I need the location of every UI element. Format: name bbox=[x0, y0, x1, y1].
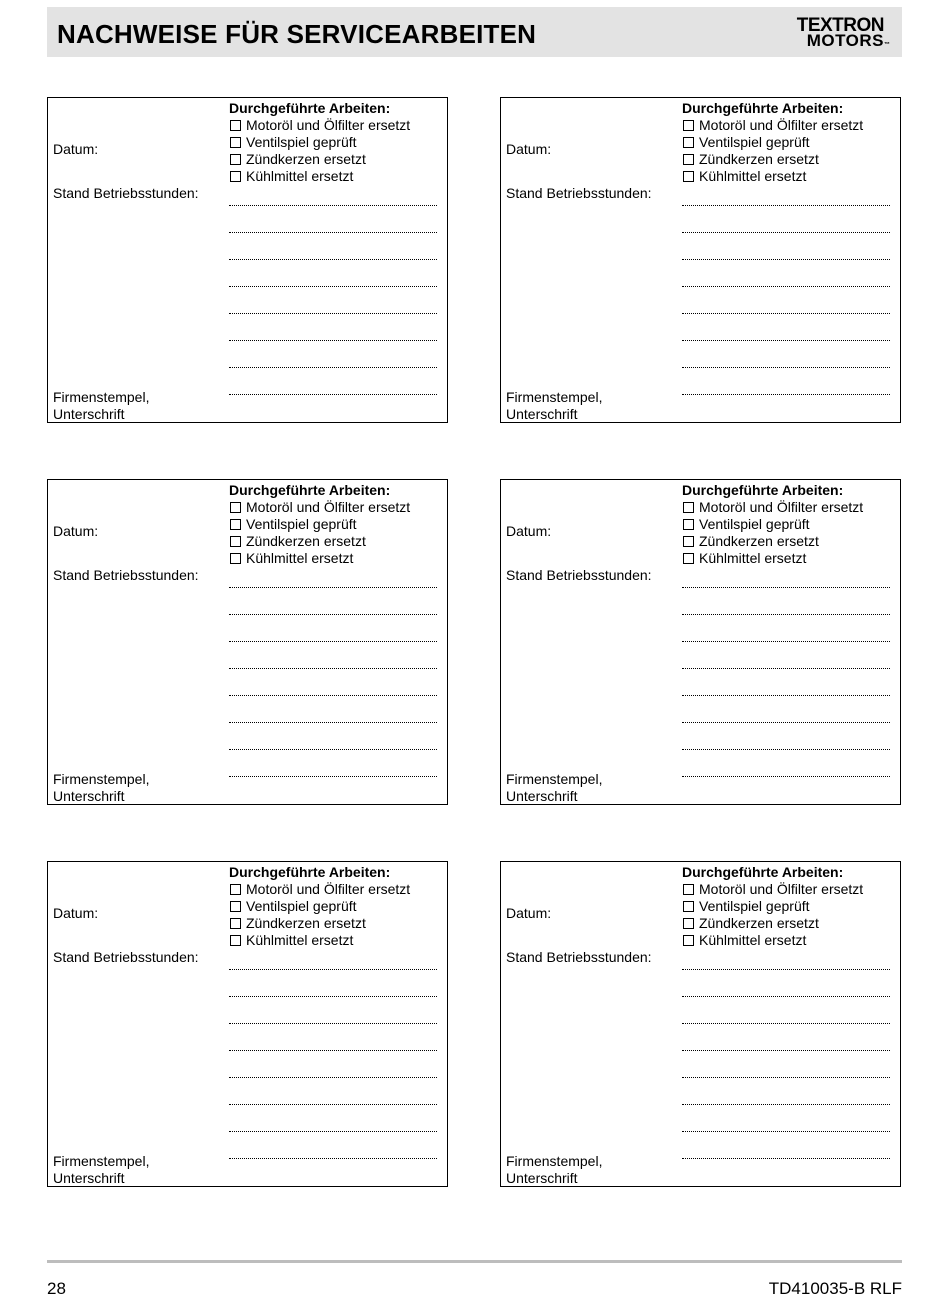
footer-divider bbox=[47, 1260, 902, 1263]
checkbox-icon[interactable] bbox=[683, 918, 694, 929]
work-performed-section bbox=[229, 482, 439, 567]
service-record-card bbox=[47, 479, 448, 805]
company-stamp-label: Firmenstempel, Unterschrift bbox=[53, 389, 150, 422]
blank-entry-line[interactable] bbox=[682, 1077, 890, 1078]
checklist-item-label: Motoröl und Ölfilter ersetzt bbox=[699, 117, 864, 133]
work-performed-heading: Durchgeführte Arbeiten: bbox=[682, 100, 844, 116]
blank-entry-line[interactable] bbox=[682, 749, 890, 750]
blank-entry-line[interactable] bbox=[229, 722, 437, 723]
checklist-item bbox=[682, 151, 892, 168]
blank-entry-line[interactable] bbox=[229, 1158, 437, 1159]
company-stamp-label: Firmenstempel, Unterschrift bbox=[53, 1153, 150, 1186]
service-record-card bbox=[500, 479, 901, 805]
checkbox-icon[interactable] bbox=[230, 519, 241, 530]
blank-entry-line[interactable] bbox=[229, 641, 437, 642]
checklist-item-label: Ventilspiel geprüft bbox=[246, 898, 357, 914]
textron-motors-logo bbox=[780, 15, 890, 49]
blank-entry-line[interactable] bbox=[229, 313, 437, 314]
blank-entry-line[interactable] bbox=[229, 1131, 437, 1132]
checkbox-icon[interactable] bbox=[683, 120, 694, 131]
checklist-item-label: Zündkerzen ersetzt bbox=[246, 533, 366, 549]
blank-entry-line[interactable] bbox=[229, 749, 437, 750]
blank-entry-line[interactable] bbox=[229, 394, 437, 395]
company-stamp-label: Firmenstempel, Unterschrift bbox=[53, 771, 150, 804]
checkbox-icon[interactable] bbox=[683, 901, 694, 912]
checkbox-icon[interactable] bbox=[683, 171, 694, 182]
checklist-item bbox=[682, 533, 892, 550]
operating-hours-label: Stand Betriebsstunden: bbox=[506, 949, 652, 965]
checklist-item bbox=[682, 117, 892, 134]
checklist-item bbox=[229, 550, 439, 567]
checklist-item bbox=[229, 516, 439, 533]
checklist-item bbox=[229, 499, 439, 516]
service-record-card bbox=[47, 861, 448, 1187]
checklist-item-label: Motoröl und Ölfilter ersetzt bbox=[246, 117, 411, 133]
work-performed-section bbox=[682, 100, 892, 185]
work-performed-section bbox=[682, 482, 892, 567]
blank-entry-line[interactable] bbox=[682, 1131, 890, 1132]
checklist-item bbox=[229, 932, 439, 949]
checklist-item-label: Kühlmittel ersetzt bbox=[699, 550, 807, 566]
checkbox-icon[interactable] bbox=[230, 120, 241, 131]
date-label: Datum: bbox=[53, 141, 99, 157]
operating-hours-label: Stand Betriebsstunden: bbox=[506, 185, 652, 201]
checklist-item bbox=[229, 117, 439, 134]
work-performed-section bbox=[229, 100, 439, 185]
blank-entry-line[interactable] bbox=[682, 340, 890, 341]
checklist-item bbox=[682, 932, 892, 949]
checklist-item-label: Ventilspiel geprüft bbox=[699, 134, 810, 150]
checkbox-icon[interactable] bbox=[230, 935, 241, 946]
work-performed-section bbox=[229, 864, 439, 949]
checkbox-icon[interactable] bbox=[230, 553, 241, 564]
blank-entry-line[interactable] bbox=[229, 614, 437, 615]
blank-entry-line[interactable] bbox=[682, 668, 890, 669]
blank-entry-line[interactable] bbox=[229, 668, 437, 669]
checklist-item bbox=[682, 550, 892, 567]
checklist-item-label: Kühlmittel ersetzt bbox=[246, 550, 354, 566]
checklist-item bbox=[229, 915, 439, 932]
checkbox-icon[interactable] bbox=[230, 502, 241, 513]
work-performed-heading: Durchgeführte Arbeiten: bbox=[682, 482, 844, 498]
checklist-item-label: Kühlmittel ersetzt bbox=[699, 932, 807, 948]
blank-entry-line[interactable] bbox=[682, 367, 890, 368]
document-code: TD410035-B RLF bbox=[768, 1279, 902, 1298]
operating-hours-label: Stand Betriebsstunden: bbox=[53, 185, 199, 201]
blank-entry-line[interactable] bbox=[229, 776, 437, 777]
checklist-item-label: Ventilspiel geprüft bbox=[699, 516, 810, 532]
blank-entry-line[interactable] bbox=[229, 969, 437, 970]
checklist-item bbox=[682, 881, 892, 898]
blank-entry-line[interactable] bbox=[229, 340, 437, 341]
blank-entry-line[interactable] bbox=[682, 1050, 890, 1051]
work-performed-heading: Durchgeführte Arbeiten: bbox=[229, 482, 391, 498]
checklist-item-label: Motoröl und Ölfilter ersetzt bbox=[699, 881, 864, 897]
blank-entry-line[interactable] bbox=[682, 614, 890, 615]
checklist-item bbox=[682, 168, 892, 185]
checklist-item bbox=[682, 915, 892, 932]
blank-entry-line[interactable] bbox=[229, 367, 437, 368]
blank-entry-line[interactable] bbox=[229, 205, 437, 206]
checklist-item-label: Zündkerzen ersetzt bbox=[699, 533, 819, 549]
blank-entry-line[interactable] bbox=[682, 1023, 890, 1024]
checkbox-icon[interactable] bbox=[230, 901, 241, 912]
blank-entry-line[interactable] bbox=[682, 286, 890, 287]
checklist-item-label: Ventilspiel geprüft bbox=[699, 898, 810, 914]
checkbox-icon[interactable] bbox=[683, 536, 694, 547]
checkbox-icon[interactable] bbox=[230, 918, 241, 929]
checklist-item bbox=[229, 881, 439, 898]
date-label: Datum: bbox=[506, 141, 552, 157]
page-number: 28 bbox=[47, 1279, 66, 1298]
blank-entry-line[interactable] bbox=[229, 232, 437, 233]
blank-entry-line[interactable] bbox=[682, 394, 890, 395]
operating-hours-label: Stand Betriebsstunden: bbox=[53, 567, 199, 583]
checklist-item-label: Ventilspiel geprüft bbox=[246, 516, 357, 532]
blank-entry-line[interactable] bbox=[682, 1104, 890, 1105]
checklist-item-label: Zündkerzen ersetzt bbox=[699, 151, 819, 167]
checkbox-icon[interactable] bbox=[683, 553, 694, 564]
checklist-item-label: Zündkerzen ersetzt bbox=[699, 915, 819, 931]
checkbox-icon[interactable] bbox=[683, 137, 694, 148]
checkbox-icon[interactable] bbox=[230, 536, 241, 547]
service-record-card bbox=[500, 861, 901, 1187]
checklist-item-label: Ventilspiel geprüft bbox=[246, 134, 357, 150]
blank-entry-line[interactable] bbox=[682, 587, 890, 588]
blank-entry-line[interactable] bbox=[682, 205, 890, 206]
blank-entry-line[interactable] bbox=[682, 1158, 890, 1159]
service-record-card bbox=[47, 97, 448, 423]
work-performed-section bbox=[682, 864, 892, 949]
blank-entry-line[interactable] bbox=[229, 1050, 437, 1051]
checklist-item bbox=[682, 134, 892, 151]
checklist-item bbox=[229, 533, 439, 550]
checklist-item-label: Kühlmittel ersetzt bbox=[246, 932, 354, 948]
page-header bbox=[47, 7, 902, 57]
blank-entry-line[interactable] bbox=[682, 259, 890, 260]
blank-entry-line[interactable] bbox=[229, 695, 437, 696]
blank-entry-line[interactable] bbox=[682, 313, 890, 314]
checkbox-icon[interactable] bbox=[683, 519, 694, 530]
checkbox-icon[interactable] bbox=[230, 171, 241, 182]
checkbox-icon[interactable] bbox=[683, 884, 694, 895]
checklist-item bbox=[682, 898, 892, 915]
blank-entry-line[interactable] bbox=[682, 641, 890, 642]
checkbox-icon[interactable] bbox=[230, 137, 241, 148]
checklist-item-label: Motoröl und Ölfilter ersetzt bbox=[246, 499, 411, 515]
date-label: Datum: bbox=[506, 905, 552, 921]
checklist-item-label: Motoröl und Ölfilter ersetzt bbox=[699, 499, 864, 515]
checklist-item bbox=[682, 499, 892, 516]
blank-entry-line[interactable] bbox=[682, 232, 890, 233]
checklist-item bbox=[229, 168, 439, 185]
work-performed-heading: Durchgeführte Arbeiten: bbox=[229, 864, 391, 880]
blank-entry-line[interactable] bbox=[229, 286, 437, 287]
blank-entry-line[interactable] bbox=[682, 776, 890, 777]
checklist-item-label: Zündkerzen ersetzt bbox=[246, 915, 366, 931]
work-performed-heading: Durchgeführte Arbeiten: bbox=[682, 864, 844, 880]
operating-hours-label: Stand Betriebsstunden: bbox=[506, 567, 652, 583]
checklist-item bbox=[229, 151, 439, 168]
blank-entry-line[interactable] bbox=[229, 259, 437, 260]
work-performed-heading: Durchgeführte Arbeiten: bbox=[229, 100, 391, 116]
blank-entry-line[interactable] bbox=[229, 1104, 437, 1105]
service-record-card bbox=[500, 97, 901, 423]
checkbox-icon[interactable] bbox=[683, 935, 694, 946]
date-label: Datum: bbox=[53, 905, 99, 921]
checklist-item bbox=[229, 898, 439, 915]
checklist-item-label: Kühlmittel ersetzt bbox=[246, 168, 354, 184]
checklist-item bbox=[682, 516, 892, 533]
blank-entry-line[interactable] bbox=[682, 996, 890, 997]
blank-entry-line[interactable] bbox=[229, 1023, 437, 1024]
blank-entry-line[interactable] bbox=[229, 587, 437, 588]
company-stamp-label: Firmenstempel, Unterschrift bbox=[506, 771, 603, 804]
checkbox-icon[interactable] bbox=[230, 884, 241, 895]
operating-hours-label: Stand Betriebsstunden: bbox=[53, 949, 199, 965]
date-label: Datum: bbox=[506, 523, 552, 539]
logo-line-2: MOTORS bbox=[806, 31, 884, 50]
blank-entry-line[interactable] bbox=[229, 1077, 437, 1078]
blank-entry-line[interactable] bbox=[682, 722, 890, 723]
blank-entry-line[interactable] bbox=[682, 695, 890, 696]
logo-trademark: ™ bbox=[884, 42, 890, 48]
blank-entry-line[interactable] bbox=[682, 969, 890, 970]
checklist-item bbox=[229, 134, 439, 151]
logo-line-1: TEXTRON bbox=[796, 15, 884, 36]
checkbox-icon[interactable] bbox=[230, 154, 241, 165]
company-stamp-label: Firmenstempel, Unterschrift bbox=[506, 1153, 603, 1186]
page-title: NACHWEISE FÜR SERVICEARBEITEN bbox=[57, 19, 537, 49]
checklist-item-label: Motoröl und Ölfilter ersetzt bbox=[246, 881, 411, 897]
checklist-item-label: Zündkerzen ersetzt bbox=[246, 151, 366, 167]
checklist-item-label: Kühlmittel ersetzt bbox=[699, 168, 807, 184]
blank-entry-line[interactable] bbox=[229, 996, 437, 997]
checkbox-icon[interactable] bbox=[683, 154, 694, 165]
company-stamp-label: Firmenstempel, Unterschrift bbox=[506, 389, 603, 422]
checkbox-icon[interactable] bbox=[683, 502, 694, 513]
date-label: Datum: bbox=[53, 523, 99, 539]
